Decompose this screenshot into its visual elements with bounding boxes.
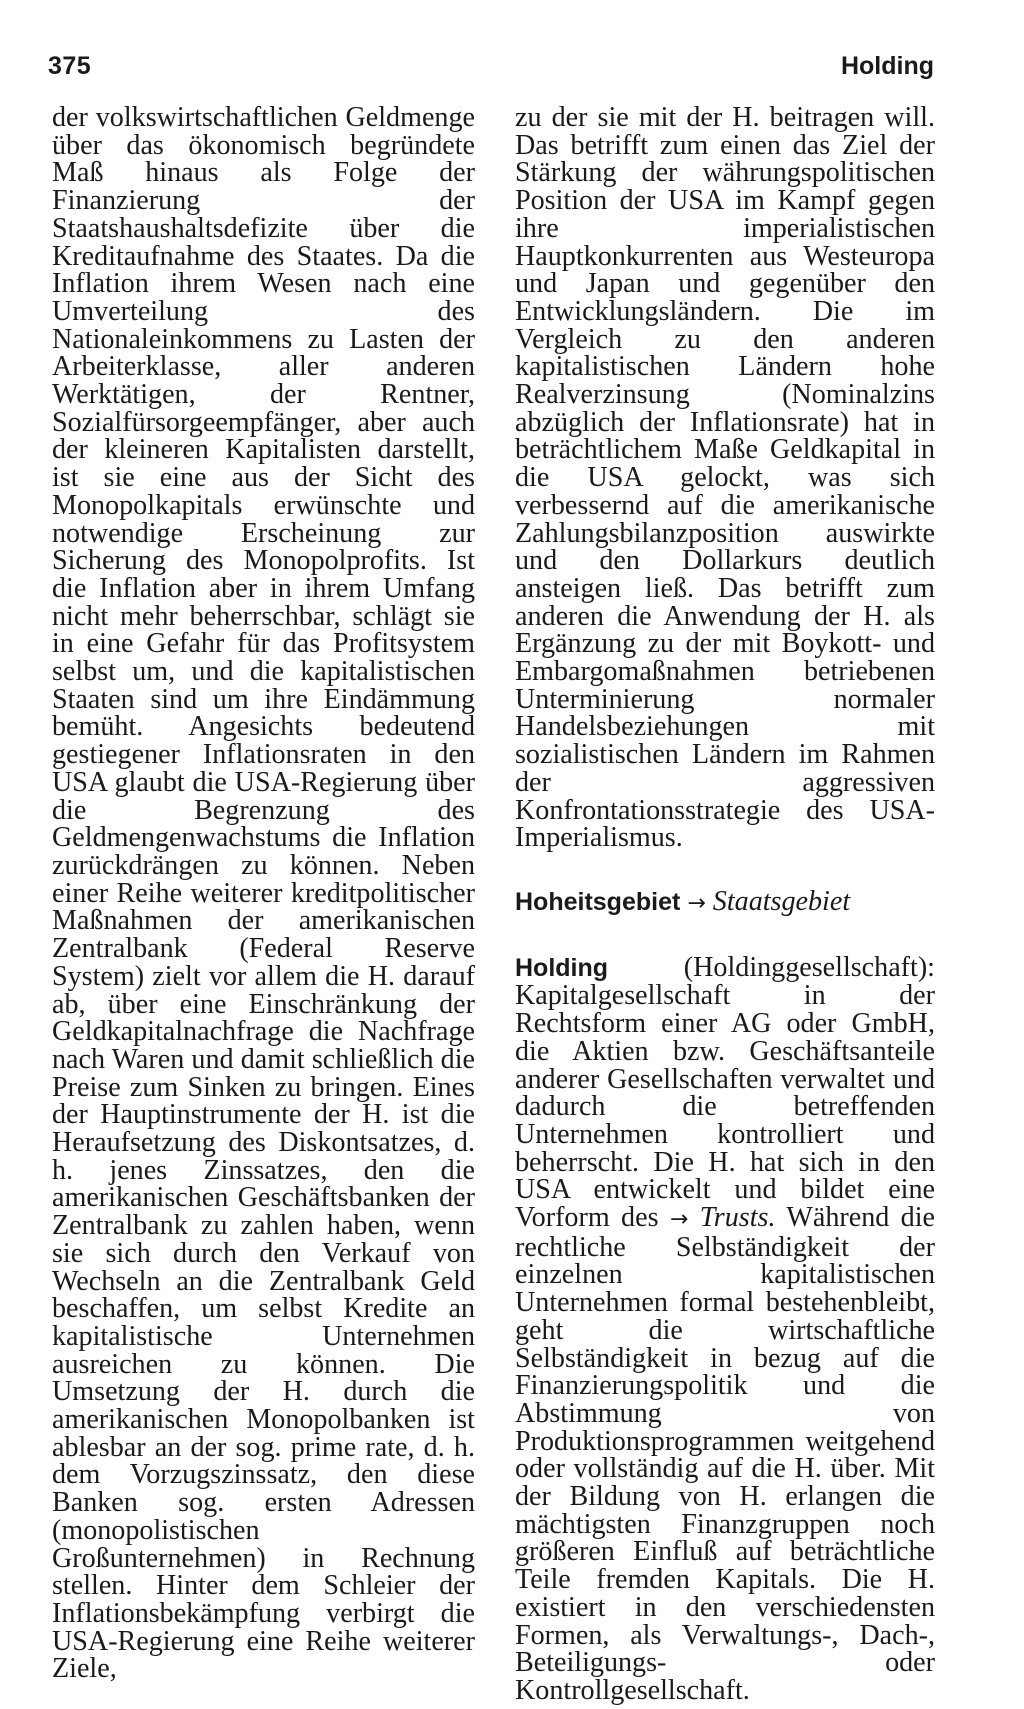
entry-gap (515, 852, 935, 888)
entry-lemma: Holding (515, 953, 609, 982)
continued-entry-text: zu der sie mit der H. beitragen will. Das betrifft zum einen das Ziel der Stärkung der währungspolitischen Position der USA im Kampf gegen ihre imperialistischen Hauptkonkurrenten aus Westeuropa und Japan und gegenüber den Entwicklungsländern. Die im Vergleich zu den anderen kapitalistischen Ländern hohe Realverzinsung (Nominalzins abzüglich der Inflationsrate) hat in beträchtlichem Maße Geldkapital in die USA gelockt, was sich verbessernd auf die amerikanische Zahlungsbilanzposition auswirkte und den Dollarkurs deutlich ansteigen ließ. Das betrifft zum anderen die Anwendung der H. als Ergänzung zu der mit Boykott- und Embargomaßnahmen betriebenen Unterminierung normaler Handelsbeziehungen mit sozialistischen Ländern im Rahmen der aggressiven Konfrontationsstrategie des USA-Imperialismus. (515, 102, 935, 854)
cross-reference: Trusts. (699, 1202, 776, 1234)
entry-hoheitsgebiet (515, 885, 935, 918)
cross-reference-arrow-icon: → (687, 890, 706, 916)
running-head: Holding (840, 52, 934, 80)
right-column (515, 104, 935, 1705)
entry-lemma: Hoheitsgebiet (515, 887, 681, 916)
continued-entry-text: der volkswirtschaftlichen Geldmenge über das ökonomisch begründete Maß hinaus als Folge der Finanzierung der Staatshaushaltsdefizite über die Kreditaufnahme des Staates. Da die Inflation ihrem Wesen nach eine Umverteilung des Nationaleinkommens zu Lasten der Arbeiterklasse, aller anderen Werktätigen, der Rentner, Sozialfürsorgeempfänger, aber auch der kleineren Kapitalisten darstellt, ist sie eine aus der Sicht des Monopolkapitals erwünschte und notwendige Erscheinung zur Sicherung des Monopolprofits. Ist die Inflation aber in ihrem Umfang nicht mehr beherrschbar, schlägt sie in eine Gefahr für das Profitsystem selbst um, und die kapitalistischen Staaten sind um ihre Eindämmung bemüht. Angesichts bedeutend gestiegener Inflationsraten in den USA glaubt die USA-Regierung über die Begrenzung des Geldmengenwachstums die Inflation zurückdrängen zu können. Neben einer Reihe weiterer kreditpolitischer Maßnahmen der amerikanischen Zentralbank (Federal Reserve System) zielt vor allem die H. darauf ab, über eine Einschränkung der Geldkapitalnachfrage die Nachfrage nach Waren und damit schließlich die Preise zum Sinken zu bringen. Eines der Hauptinstrumente der H. ist die Heraufsetzung des Diskontsatzes, d. h. jenes Zinssatzes, den die amerikanischen Geschäftsbanken der Zentralbank zu zahlen haben, wenn sie sich durch den Verkauf von Wechseln an die Zentralbank Geld beschaffen, um selbst Kredite an kapitalistische Unternehmen ausreichen zu können. Die Umsetzung der H. durch die amerikanischen Monopolbanken ist ablesbar an der sog. prime rate, d. h. dem Vorzugszinssatz, den diese Banken sog. ersten Adressen (monopolistischen Großunternehmen) in Rechnung stellen. Hinter dem Schleier der Inflationsbekämpfung verbirgt die USA-Regierung eine Reihe weiterer Ziele, (52, 102, 475, 1685)
cross-reference: Staatsgebiet (712, 885, 851, 917)
page-number: 375 (48, 52, 92, 80)
entry-holding (515, 951, 936, 1706)
cross-reference-arrow-icon: → (669, 1207, 689, 1233)
entry-definition: (Holdinggesellschaft): Kapitalgesellschaft in der Rechtsform einer AG oder GmbH, die Aktien bzw. Geschäftsanteile anderer Gesellschaften verwaltet und dadurch die betreffenden Unternehmen kontrolliert und beherrscht. Die H. hat sich in den USA entwickelt und bildet eine Vorform des (515, 951, 935, 1234)
left-column (52, 104, 475, 1683)
entry-definition-continued: Während die rechtliche Selbständigkeit der einzelnen kapitalistischen Unternehmen formal bestehenbleibt, geht die wirtschaftliche Selbständigkeit in bezug auf die Finanzierungspolitik und die Abstimmung von Produktionsprogrammen weitgehend oder vollständig auf die H. über. Mit der Bildung von H. erlangen die mächtigsten Finanzgruppen noch größeren Einfluß auf beträchtliche Teile fremden Kapitals. Die H. existiert in den verschiedensten Formen, als Verwaltungs-, Dach-, Beteiligungs- oder Kontrollgesellschaft. (515, 1202, 936, 1706)
entry-gap (515, 918, 935, 954)
